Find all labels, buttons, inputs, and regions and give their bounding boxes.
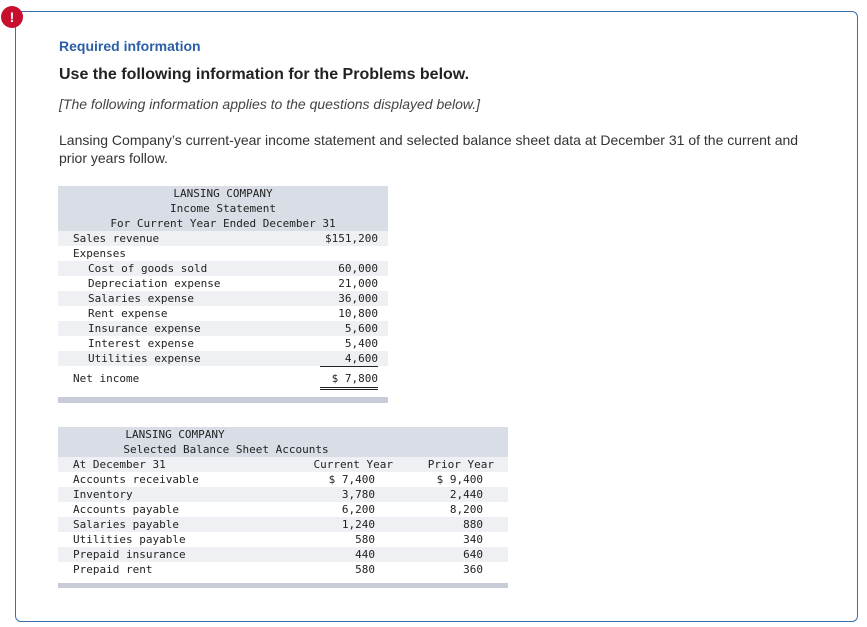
bs-row-label: Inventory bbox=[73, 488, 133, 501]
bs-current-value: $ 7,400 bbox=[328, 473, 375, 486]
expense-value: 4,600 bbox=[344, 352, 378, 365]
expense-value: 10,800 bbox=[338, 307, 378, 320]
expense-label: Insurance expense bbox=[88, 322, 201, 335]
bs-row-label: Prepaid insurance bbox=[73, 548, 186, 561]
col-current-year: Current Year bbox=[313, 458, 393, 471]
sales-revenue-label: Sales revenue bbox=[73, 232, 160, 245]
expense-label: Utilities expense bbox=[88, 352, 201, 365]
bs-prior-value: 640 bbox=[463, 548, 483, 561]
bs-current-value: 580 bbox=[355, 533, 375, 546]
bs-prior-value: 8,200 bbox=[449, 503, 483, 516]
bs-prior-value: 880 bbox=[463, 518, 483, 531]
bs-current-value: 1,240 bbox=[341, 518, 375, 531]
expense-value: 5,600 bbox=[344, 322, 378, 335]
expense-label: Depreciation expense bbox=[88, 277, 221, 290]
instructions-heading: Use the following information for the Problems below. bbox=[59, 66, 470, 83]
expense-label: Cost of goods sold bbox=[88, 262, 208, 275]
expenses-label: Expenses bbox=[73, 247, 126, 260]
expense-label: Salaries expense bbox=[88, 292, 194, 305]
intro-paragraph: Lansing Company’s current-year income statement and selected balance sheet data at December 31 of the current and prior years follow. bbox=[59, 132, 799, 166]
table-footer-bar bbox=[58, 397, 388, 403]
bs-date-label: At December 31 bbox=[73, 458, 166, 471]
is-period: For Current Year Ended December 31 bbox=[110, 217, 336, 230]
expense-value: 36,000 bbox=[338, 292, 378, 305]
bs-company-name: LANSING COMPANY bbox=[125, 428, 225, 441]
col-prior-year: Prior Year bbox=[427, 458, 494, 471]
expense-value: 5,400 bbox=[344, 337, 378, 350]
bs-prior-value: 340 bbox=[463, 533, 483, 546]
bs-current-value: 3,780 bbox=[341, 488, 375, 501]
bs-row-label: Prepaid rent bbox=[73, 563, 153, 576]
net-income-label: Net income bbox=[73, 372, 140, 385]
is-company-name: LANSING COMPANY bbox=[173, 187, 273, 200]
bs-row-label: Accounts receivable bbox=[73, 473, 199, 486]
expense-label: Rent expense bbox=[88, 307, 168, 320]
table-footer-bar bbox=[58, 583, 508, 588]
bs-current-value: 6,200 bbox=[341, 503, 375, 516]
is-title: Income Statement bbox=[170, 202, 276, 215]
income-statement-table bbox=[58, 186, 388, 404]
subtotal-underline bbox=[320, 366, 378, 367]
required-information-heading: Required information bbox=[59, 38, 201, 54]
expense-value: 21,000 bbox=[338, 277, 378, 290]
bs-row-label: Utilities payable bbox=[73, 533, 186, 546]
bs-current-value: 440 bbox=[355, 548, 375, 561]
net-income-value: $ 7,800 bbox=[331, 372, 378, 385]
bs-row-label: Salaries payable bbox=[73, 518, 179, 531]
applies-note: [The following information applies to the questions displayed below.] bbox=[59, 96, 481, 112]
bs-row-label: Accounts payable bbox=[73, 503, 179, 516]
alert-icon: ! bbox=[1, 6, 23, 28]
bs-prior-value: $ 9,400 bbox=[436, 473, 483, 486]
balance-sheet-table bbox=[58, 427, 508, 589]
income-statement-header bbox=[58, 186, 388, 231]
sales-revenue-value: $151,200 bbox=[325, 232, 378, 245]
expense-value: 60,000 bbox=[338, 262, 378, 275]
bs-prior-value: 2,440 bbox=[449, 488, 483, 501]
bs-prior-value: 360 bbox=[463, 563, 483, 576]
total-double-underline bbox=[320, 387, 378, 390]
expense-label: Interest expense bbox=[88, 337, 194, 350]
bs-current-value: 580 bbox=[355, 563, 375, 576]
bs-title: Selected Balance Sheet Accounts bbox=[123, 443, 329, 456]
